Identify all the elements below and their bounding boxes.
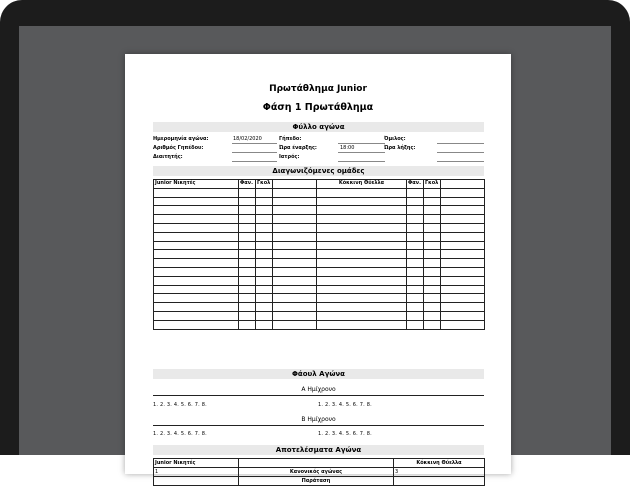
player-cell xyxy=(441,241,485,250)
venue-line xyxy=(338,143,385,144)
player-cell xyxy=(239,294,256,303)
player-cell xyxy=(273,259,317,268)
player-cell xyxy=(154,294,239,303)
player-cell xyxy=(256,294,273,303)
group-line xyxy=(437,143,484,144)
away-empty-col xyxy=(441,180,485,189)
away-team-name: Κόκκινη Θύελλα xyxy=(317,180,407,189)
venue-label: Γήπεδο: xyxy=(279,136,302,142)
player-cell xyxy=(317,267,407,276)
player-cell xyxy=(441,285,485,294)
player-cell xyxy=(273,285,317,294)
home-empty-col xyxy=(273,180,317,189)
player-cell xyxy=(239,197,256,206)
player-cell xyxy=(273,267,317,276)
extra-home-score xyxy=(154,477,239,486)
player-cell xyxy=(273,294,317,303)
player-cell xyxy=(441,259,485,268)
player-cell xyxy=(407,215,424,224)
player-cell xyxy=(273,276,317,285)
regular-time-label: Κανονικός αγώνας xyxy=(239,468,394,477)
player-cell xyxy=(256,206,273,215)
first-half-home-fouls: 1. 2. 3. 4. 5. 6. 7. 8. xyxy=(153,402,207,408)
player-cell xyxy=(154,276,239,285)
teams-table-header-row xyxy=(154,180,485,189)
player-row xyxy=(154,294,485,303)
player-cell xyxy=(407,267,424,276)
player-row xyxy=(154,285,485,294)
player-cell xyxy=(424,259,441,268)
player-cell xyxy=(154,267,239,276)
player-cell xyxy=(317,259,407,268)
player-cell xyxy=(239,188,256,197)
fouls-header: Φάουλ Αγώνα xyxy=(153,369,484,379)
player-cell xyxy=(424,250,441,259)
player-cell xyxy=(239,250,256,259)
date-value: 18/02/2020 xyxy=(233,136,262,142)
player-cell xyxy=(256,223,273,232)
player-cell xyxy=(317,188,407,197)
results-table xyxy=(153,458,485,486)
player-cell xyxy=(441,311,485,320)
player-cell xyxy=(424,267,441,276)
player-row xyxy=(154,206,485,215)
screen xyxy=(19,26,611,484)
regular-away-score: 3 xyxy=(394,468,485,477)
player-cell xyxy=(256,250,273,259)
player-cell xyxy=(441,267,485,276)
player-cell xyxy=(256,285,273,294)
first-half-away-fouls: 1. 2. 3. 4. 5. 6. 7. 8. xyxy=(318,402,372,408)
player-cell xyxy=(317,320,407,329)
player-cell xyxy=(441,303,485,312)
player-cell xyxy=(256,320,273,329)
extra-line xyxy=(437,161,484,162)
player-cell xyxy=(424,215,441,224)
player-cell xyxy=(407,241,424,250)
player-cell xyxy=(441,294,485,303)
start-time-label: Ώρα έναρξης: xyxy=(279,145,317,151)
results-mid-empty xyxy=(239,459,394,468)
player-cell xyxy=(317,241,407,250)
group-label: Όμιλος: xyxy=(384,136,406,142)
player-cell xyxy=(154,250,239,259)
player-cell xyxy=(256,215,273,224)
player-cell xyxy=(154,223,239,232)
player-cell xyxy=(441,188,485,197)
player-cell xyxy=(273,241,317,250)
player-cell xyxy=(424,294,441,303)
player-cell xyxy=(407,285,424,294)
player-cell xyxy=(154,320,239,329)
document-title: Πρωτάθλημα Junior xyxy=(269,84,367,94)
player-cell xyxy=(239,232,256,241)
document-subtitle: Φάση 1 Πρωτάθλημα xyxy=(262,102,374,113)
field-number-label: Αριθμός Γηπέδου: xyxy=(153,145,204,151)
player-cell xyxy=(239,206,256,215)
player-cell xyxy=(317,232,407,241)
player-cell xyxy=(424,206,441,215)
player-cell xyxy=(273,250,317,259)
player-row xyxy=(154,197,485,206)
player-cell xyxy=(273,320,317,329)
player-cell xyxy=(154,206,239,215)
player-cell xyxy=(407,311,424,320)
start-time-value: 18:00 xyxy=(340,145,355,151)
player-cell xyxy=(407,232,424,241)
player-cell xyxy=(441,206,485,215)
player-cell xyxy=(154,311,239,320)
player-cell xyxy=(317,250,407,259)
player-cell xyxy=(273,215,317,224)
player-cell xyxy=(239,215,256,224)
player-row xyxy=(154,276,485,285)
player-cell xyxy=(154,241,239,250)
player-cell xyxy=(273,197,317,206)
player-row xyxy=(154,320,485,329)
player-cell xyxy=(407,259,424,268)
player-cell xyxy=(239,241,256,250)
player-cell xyxy=(317,276,407,285)
regular-home-score: 1 xyxy=(154,468,239,477)
second-half-home-fouls: 1. 2. 3. 4. 5. 6. 7. 8. xyxy=(153,431,207,437)
player-cell xyxy=(256,267,273,276)
second-half-away-fouls: 1. 2. 3. 4. 5. 6. 7. 8. xyxy=(318,431,372,437)
player-cell xyxy=(154,197,239,206)
player-cell xyxy=(407,223,424,232)
player-cell xyxy=(424,241,441,250)
player-cell xyxy=(424,285,441,294)
player-cell xyxy=(407,276,424,285)
player-cell xyxy=(441,250,485,259)
player-cell xyxy=(273,311,317,320)
doctor-line xyxy=(338,161,385,162)
end-time-line xyxy=(437,152,484,153)
player-row xyxy=(154,311,485,320)
player-row xyxy=(154,215,485,224)
player-cell xyxy=(441,223,485,232)
player-cell xyxy=(424,303,441,312)
player-cell xyxy=(239,276,256,285)
player-row xyxy=(154,232,485,241)
player-cell xyxy=(239,311,256,320)
date-line xyxy=(232,143,277,144)
first-half-line xyxy=(153,395,484,396)
player-cell xyxy=(317,223,407,232)
player-row xyxy=(154,188,485,197)
teams-table xyxy=(153,179,485,330)
player-cell xyxy=(239,303,256,312)
player-cell xyxy=(407,206,424,215)
home-fouls-col: Φαν. xyxy=(239,180,256,189)
player-cell xyxy=(424,232,441,241)
player-cell xyxy=(407,197,424,206)
player-cell xyxy=(407,250,424,259)
player-cell xyxy=(424,223,441,232)
player-cell xyxy=(256,276,273,285)
first-half-label: Α Ημίχρονο xyxy=(301,386,336,393)
player-cell xyxy=(256,197,273,206)
player-cell xyxy=(317,311,407,320)
second-half-label: Β Ημίχρονο xyxy=(301,416,336,423)
home-team-name: Junior Νικητές xyxy=(154,180,239,189)
player-cell xyxy=(424,276,441,285)
player-cell xyxy=(424,311,441,320)
match-sheet-document xyxy=(125,54,511,484)
results-away-team: Κόκκινη Θύελλα xyxy=(394,459,485,468)
teams-header: Διαγωνιζόμενες ομάδες xyxy=(153,166,484,176)
player-cell xyxy=(239,267,256,276)
player-cell xyxy=(256,303,273,312)
player-row xyxy=(154,303,485,312)
match-sheet-header: Φύλλο αγώνα xyxy=(153,122,484,132)
date-label: Ημερομηνία αγώνα: xyxy=(153,136,209,142)
player-cell xyxy=(154,303,239,312)
player-cell xyxy=(154,215,239,224)
player-row xyxy=(154,223,485,232)
player-cell xyxy=(256,259,273,268)
extra-time-label: Παράταση xyxy=(239,477,394,486)
player-cell xyxy=(239,285,256,294)
player-cell xyxy=(317,285,407,294)
player-cell xyxy=(273,206,317,215)
player-cell xyxy=(273,223,317,232)
player-cell xyxy=(441,197,485,206)
player-cell xyxy=(256,311,273,320)
player-cell xyxy=(256,241,273,250)
player-cell xyxy=(407,303,424,312)
results-home-team: Junior Νικητές xyxy=(154,459,239,468)
player-cell xyxy=(317,294,407,303)
player-cell xyxy=(256,188,273,197)
results-header-row xyxy=(154,459,485,468)
player-cell xyxy=(256,232,273,241)
player-row xyxy=(154,267,485,276)
player-cell xyxy=(154,188,239,197)
player-cell xyxy=(273,303,317,312)
player-cell xyxy=(407,320,424,329)
field-number-line xyxy=(232,152,277,153)
player-cell xyxy=(239,320,256,329)
end-time-label: Ώρα λήξης: xyxy=(384,145,416,151)
player-cell xyxy=(317,197,407,206)
player-cell xyxy=(317,303,407,312)
player-cell xyxy=(317,215,407,224)
start-time-line xyxy=(338,152,385,153)
away-goals-col: Γκολ xyxy=(424,180,441,189)
player-cell xyxy=(424,320,441,329)
player-cell xyxy=(441,320,485,329)
player-cell xyxy=(273,188,317,197)
results-row-extra xyxy=(154,477,485,486)
player-cell xyxy=(273,232,317,241)
results-row-regular xyxy=(154,468,485,477)
referee-label: Διαιτητής: xyxy=(153,154,183,160)
player-cell xyxy=(239,259,256,268)
player-cell xyxy=(407,188,424,197)
extra-away-score xyxy=(394,477,485,486)
player-row xyxy=(154,250,485,259)
player-cell xyxy=(317,206,407,215)
player-cell xyxy=(154,232,239,241)
second-half-line xyxy=(153,425,484,426)
referee-line xyxy=(232,161,277,162)
player-row xyxy=(154,241,485,250)
player-row xyxy=(154,259,485,268)
results-header: Αποτελέσματα Αγώνα xyxy=(153,445,484,455)
player-cell xyxy=(441,232,485,241)
player-cell xyxy=(407,294,424,303)
player-cell xyxy=(424,188,441,197)
player-cell xyxy=(154,259,239,268)
player-cell xyxy=(441,215,485,224)
away-fouls-col: Φαν. xyxy=(407,180,424,189)
player-cell xyxy=(154,285,239,294)
doctor-label: Ιατρός: xyxy=(279,154,300,160)
player-cell xyxy=(239,223,256,232)
player-cell xyxy=(441,276,485,285)
player-cell xyxy=(424,197,441,206)
home-goals-col: Γκολ xyxy=(256,180,273,189)
